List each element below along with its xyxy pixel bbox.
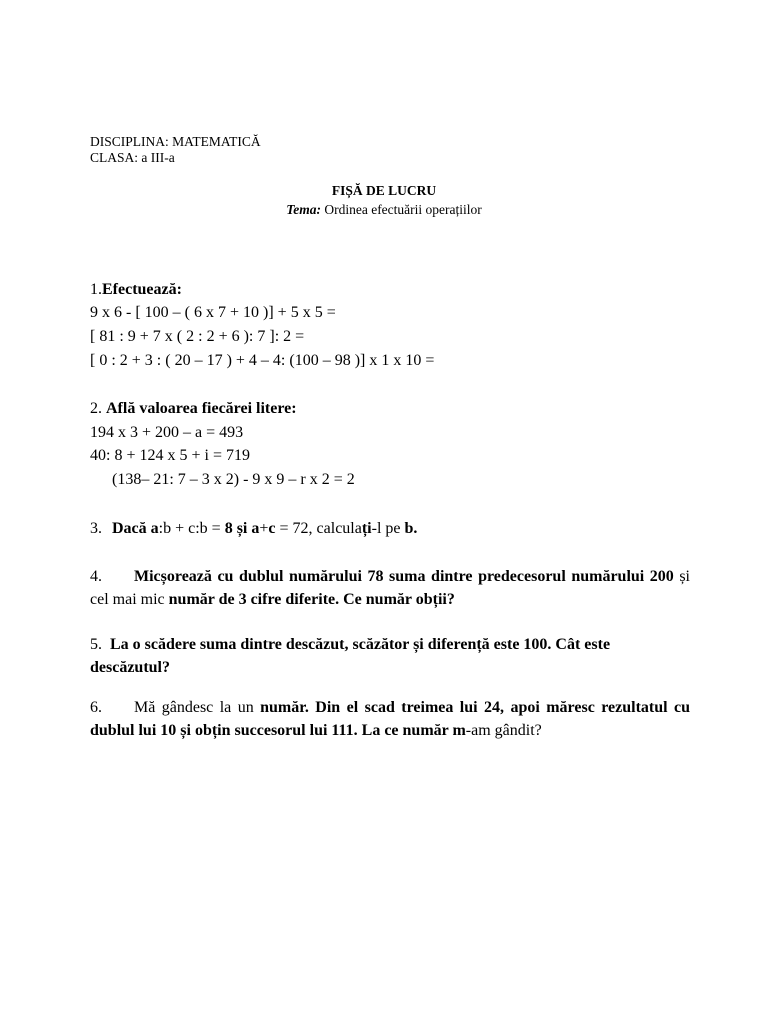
exercise-4: 4. Micșorează cu dublul numărului 78 suma dintre predecesorul numărului 200 și cel mai mic număr de 3 cifre diferite. Ce număr obții? <box>90 565 690 611</box>
exercise-3: 3. Dacă a:b + c:b = 8 și a+c = 72, calculați-l pe b. <box>90 520 418 537</box>
topic-label: Tema: <box>286 202 321 217</box>
exercise-2-line-3: (138– 21: 7 – 3 x 2) - 9 x 9 – r x 2 = 2 <box>112 471 355 488</box>
exercise-2-heading <box>90 399 297 419</box>
exercise-2-line-1: 194 x 3 + 200 – a = 493 <box>90 424 244 441</box>
exercise-1-line-3: [ 0 : 2 + 3 : ( 20 – 17 ) + 4 – 4: (100 – 98 )] x 1 x 10 = <box>90 352 435 369</box>
exercise-4-number: 4. <box>90 568 102 585</box>
worksheet-title: FIȘĂ DE LUCRU <box>331 183 437 198</box>
exercise-1-line-1: 9 x 6 - [ 100 – ( 6 x 7 + 10 )] + 5 x 5 = <box>90 304 336 321</box>
exercise-1-number: 1. <box>90 281 102 298</box>
exercise-1-title: Efectuează: <box>102 281 182 298</box>
discipline-label: DISCIPLINA: MATEMATICĂ <box>90 134 261 149</box>
topic-text: Ordinea efectuării operațiilor <box>320 202 482 217</box>
exercise-5-number: 5. <box>90 636 102 653</box>
exercise-2-line-2: 40: 8 + 124 x 5 + i = 719 <box>90 447 250 464</box>
exercise-5: 5. La o scădere suma dintre descăzut, scăzător și diferență este 100. Cât este descăzutul? <box>90 633 690 679</box>
exercise-3-number: 3. <box>90 520 102 537</box>
exercise-6-number: 6. <box>90 699 102 716</box>
exercise-1-line-2: [ 81 : 9 + 7 x ( 2 : 2 + 6 ): 7 ]: 2 = <box>90 328 305 345</box>
exercise-6: 6. Mă gândesc la un număr. Din el scad treimea lui 24, apoi măresc rezultatul cu dublul lui 10 și obțin succesorul lui 111. La ce număr m-am gândit? <box>90 696 690 742</box>
worksheet-topic <box>0 201 768 218</box>
exercise-2-number: 2. <box>90 400 106 417</box>
exercise-1-heading <box>90 280 182 300</box>
exercise-2-title: Află valoarea fiecărei litere: <box>106 400 297 417</box>
class-label: CLASA: a III-a <box>90 150 175 165</box>
